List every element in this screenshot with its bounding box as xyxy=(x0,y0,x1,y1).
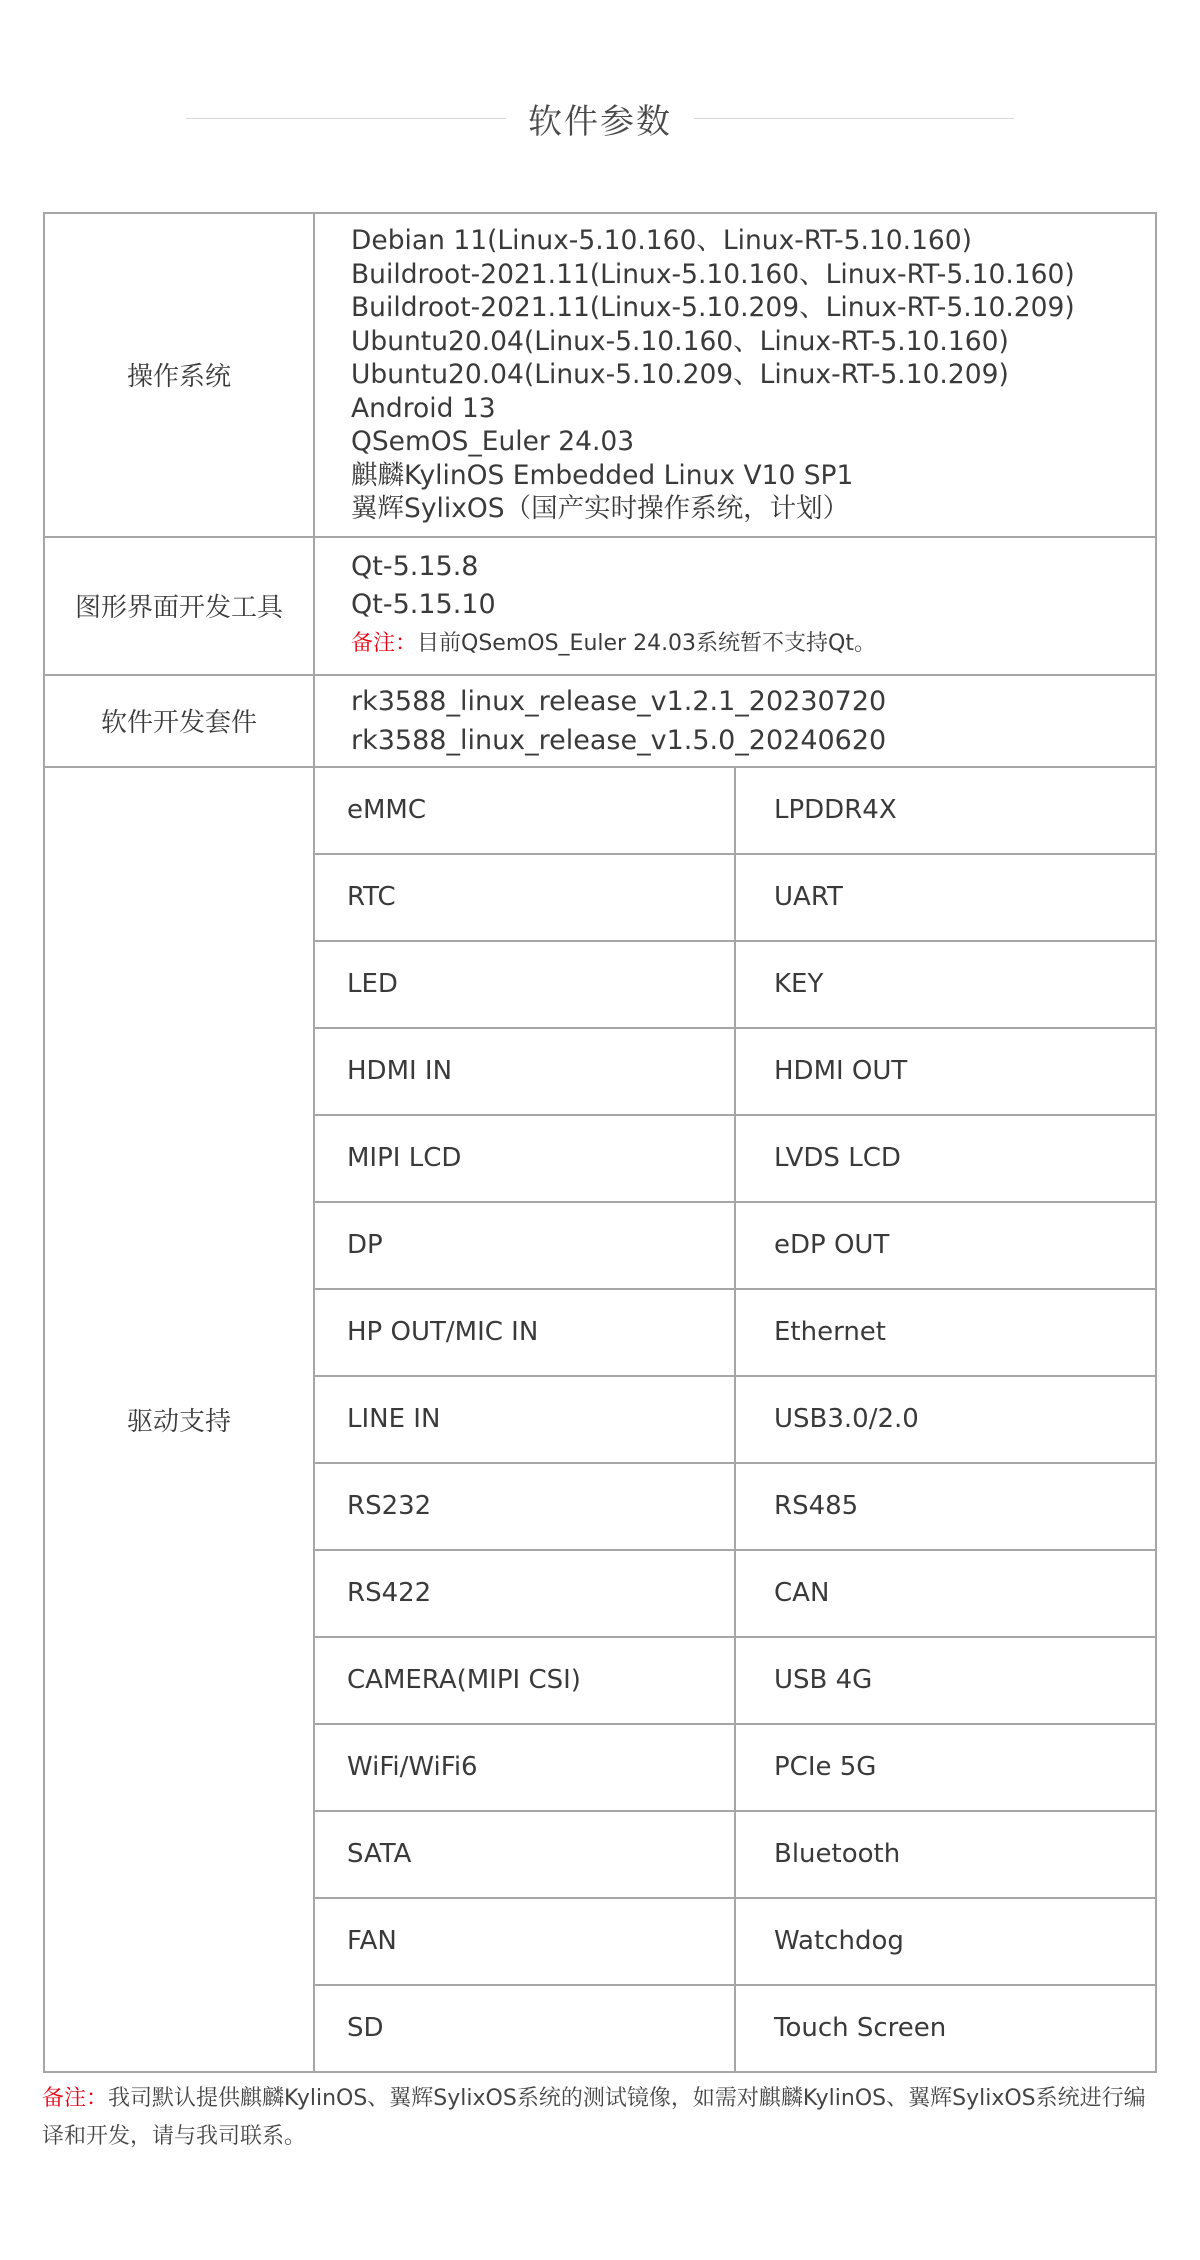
driver-item: USB3.0/2.0 xyxy=(735,1376,1156,1463)
title-divider-right xyxy=(694,118,1014,119)
driver-item: RTC xyxy=(314,854,735,941)
driver-item: CAN xyxy=(735,1550,1156,1637)
driver-item: RS485 xyxy=(735,1463,1156,1550)
driver-item: HP OUT/MIC IN xyxy=(314,1289,735,1376)
driver-item: RS232 xyxy=(314,1463,735,1550)
os-item: Android 13 xyxy=(351,392,496,424)
driver-item: USB 4G xyxy=(735,1637,1156,1724)
os-item: 麒麟KylinOS Embedded Linux V10 SP1 xyxy=(351,459,854,491)
sdk-label: 软件开发套件 xyxy=(44,675,314,767)
os-row xyxy=(44,213,1156,537)
driver-item: LPDDR4X xyxy=(735,767,1156,854)
os-item: Buildroot-2021.11(Linux-5.10.209、Linux-RT-5.10.209) xyxy=(351,292,1075,323)
driver-item: LVDS LCD xyxy=(735,1115,1156,1202)
os-label: 操作系统 xyxy=(44,213,314,537)
section-header xyxy=(0,88,1200,148)
driver-item: RS422 xyxy=(314,1550,735,1637)
driver-item: eDP OUT xyxy=(735,1202,1156,1289)
os-item: QSemOS_Euler 24.03 xyxy=(351,426,635,457)
driver-item: SD xyxy=(314,1985,735,2072)
driver-item: Watchdog xyxy=(735,1898,1156,1985)
driver-item: PCIe 5G xyxy=(735,1724,1156,1811)
title-divider-left xyxy=(186,118,506,119)
gui-item: Qt-5.15.10 xyxy=(351,588,496,620)
os-item: Ubuntu20.04(Linux-5.10.209、Linux-RT-5.10.209) xyxy=(351,359,1009,390)
footer-note-prefix: 备注： xyxy=(42,2086,109,2111)
spec-table xyxy=(43,212,1157,2073)
gui-row xyxy=(44,537,1156,675)
driver-item: WiFi/WiFi6 xyxy=(314,1724,735,1811)
os-item: 翼辉SylixOS（国产实时操作系统，计划） xyxy=(351,493,850,524)
driver-item: HDMI OUT xyxy=(735,1028,1156,1115)
os-item: Ubuntu20.04(Linux-5.10.160、Linux-RT-5.10.160) xyxy=(351,325,1009,357)
os-item: Buildroot-2021.11(Linux-5.10.160、Linux-RT-5.10.160) xyxy=(351,258,1075,290)
driver-item: KEY xyxy=(735,941,1156,1028)
footer-note xyxy=(42,2080,1162,2156)
gui-note-text: 目前QSemOS_Euler 24.03系统暂不支持Qt。 xyxy=(417,630,876,656)
driver-item: eMMC xyxy=(314,767,735,854)
driver-item: LED xyxy=(314,941,735,1028)
sdk-list xyxy=(314,675,1156,767)
driver-item: HDMI IN xyxy=(314,1028,735,1115)
driver-item: Bluetooth xyxy=(735,1811,1156,1898)
footer-note-text: 我司默认提供麒麟KylinOS、翼辉SylixOS系统的测试镜像，如需对麒麟KylinOS、翼辉SylixOS系统进行编译和开发，请与我司联系。 xyxy=(42,2086,1146,2149)
sdk-item: rk3588_linux_release_v1.5.0_20240620 xyxy=(351,724,887,756)
os-list xyxy=(314,213,1156,537)
drivers-label: 驱动支持 xyxy=(44,767,314,2072)
gui-label: 图形界面开发工具 xyxy=(44,537,314,675)
driver-item: Ethernet xyxy=(735,1289,1156,1376)
driver-item: UART xyxy=(735,854,1156,941)
sdk-item: rk3588_linux_release_v1.2.1_20230720 xyxy=(351,685,887,717)
driver-item: FAN xyxy=(314,1898,735,1985)
driver-item: MIPI LCD xyxy=(314,1115,735,1202)
gui-note-prefix: 备注： xyxy=(351,630,418,656)
driver-item: SATA xyxy=(314,1811,735,1898)
page-title: 软件参数 xyxy=(528,101,672,142)
driver-item: Touch Screen xyxy=(735,1985,1156,2072)
sdk-row xyxy=(44,675,1156,767)
gui-item: Qt-5.15.8 xyxy=(351,550,479,582)
driver-row xyxy=(44,767,1156,854)
driver-item: LINE IN xyxy=(314,1376,735,1463)
driver-item: CAMERA(MIPI CSI) xyxy=(314,1637,735,1724)
gui-note xyxy=(351,624,1155,664)
driver-item: DP xyxy=(314,1202,735,1289)
os-item: Debian 11(Linux-5.10.160、Linux-RT-5.10.160) xyxy=(351,225,972,256)
gui-list xyxy=(314,537,1156,675)
